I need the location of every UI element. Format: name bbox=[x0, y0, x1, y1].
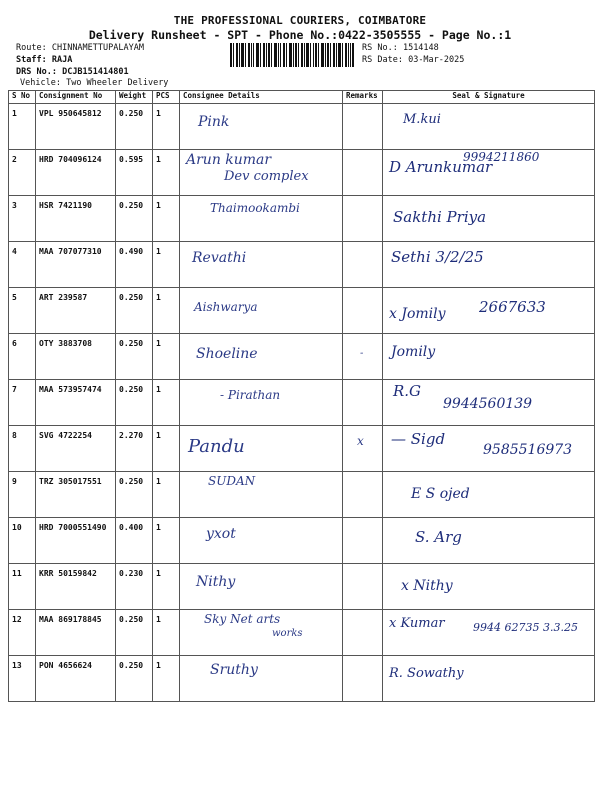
remarks-cell bbox=[343, 242, 383, 288]
signature-handwriting: Jomily bbox=[391, 344, 436, 360]
consignee-handwriting: Sky Net arts bbox=[204, 612, 281, 626]
col-signature: Seal & Signature bbox=[383, 91, 595, 104]
vehicle-line bbox=[20, 78, 168, 88]
pcs-cell: 1 bbox=[153, 564, 180, 610]
consignment-cell: MAA 707077310 bbox=[36, 242, 116, 288]
signature-cell bbox=[383, 334, 595, 380]
consignee-cell bbox=[180, 610, 343, 656]
signature-note: 9944560139 bbox=[443, 396, 533, 412]
company-title: THE PROFESSIONAL COURIERS, COIMBATORE bbox=[173, 14, 427, 27]
remarks-text: - bbox=[360, 348, 364, 359]
remarks-cell bbox=[343, 288, 383, 334]
weight-cell: 0.490 bbox=[116, 242, 153, 288]
signature-note: 9585516973 bbox=[483, 442, 573, 458]
rs-date-label: RS Date: bbox=[362, 55, 403, 65]
consignment-cell: HRD 704096124 bbox=[36, 150, 116, 196]
sno-cell: 1 bbox=[9, 104, 36, 150]
runsheet-table bbox=[8, 90, 595, 702]
sno-cell: 5 bbox=[9, 288, 36, 334]
signature-cell bbox=[383, 472, 595, 518]
consignee-cell bbox=[180, 288, 343, 334]
col-remarks: Remarks bbox=[343, 91, 383, 104]
sno-cell: 6 bbox=[9, 334, 36, 380]
table-row bbox=[9, 564, 595, 610]
remarks-cell bbox=[343, 380, 383, 426]
pcs-cell: 1 bbox=[153, 472, 180, 518]
rs-date-line bbox=[362, 55, 464, 65]
consignment-cell: HRD 7000551490 bbox=[36, 518, 116, 564]
drs-value: DCJB151414801 bbox=[62, 67, 129, 77]
signature-cell bbox=[383, 380, 595, 426]
remarks-cell bbox=[343, 564, 383, 610]
staff-label: Staff: bbox=[16, 55, 47, 65]
table-row bbox=[9, 196, 595, 242]
signature-handwriting: Sakthi Priya bbox=[393, 208, 487, 226]
signature-cell bbox=[383, 564, 595, 610]
weight-cell: 0.250 bbox=[116, 472, 153, 518]
consignment-cell: TRZ 305017551 bbox=[36, 472, 116, 518]
consignee-handwriting: yxot bbox=[206, 526, 236, 542]
sno-cell: 9 bbox=[9, 472, 36, 518]
sno-cell: 10 bbox=[9, 518, 36, 564]
consignee-cell bbox=[180, 472, 343, 518]
weight-cell: 0.400 bbox=[116, 518, 153, 564]
signature-cell bbox=[383, 518, 595, 564]
barcode bbox=[230, 43, 354, 67]
pcs-cell: 1 bbox=[153, 196, 180, 242]
weight-cell: 0.250 bbox=[116, 380, 153, 426]
consignee-cell bbox=[180, 150, 343, 196]
signature-cell bbox=[383, 610, 595, 656]
signature-note: 2667633 bbox=[479, 298, 546, 316]
weight-cell: 0.250 bbox=[116, 104, 153, 150]
pcs-cell: 1 bbox=[153, 104, 180, 150]
weight-cell: 0.250 bbox=[116, 196, 153, 242]
table-row bbox=[9, 242, 595, 288]
table-header-row bbox=[9, 91, 595, 104]
signature-handwriting: S. Arg bbox=[415, 528, 462, 546]
pcs-cell: 1 bbox=[153, 334, 180, 380]
remarks-cell bbox=[343, 656, 383, 702]
table-row bbox=[9, 380, 595, 426]
signature-note: 9944 62735 3.3.25 bbox=[473, 621, 578, 634]
sno-cell: 8 bbox=[9, 426, 36, 472]
sno-cell: 11 bbox=[9, 564, 36, 610]
consignment-cell: VPL 950645812 bbox=[36, 104, 116, 150]
pcs-cell: 1 bbox=[153, 242, 180, 288]
sno-cell: 4 bbox=[9, 242, 36, 288]
remarks-cell bbox=[343, 518, 383, 564]
consignee-handwriting: Shoeline bbox=[196, 346, 258, 362]
table-row bbox=[9, 104, 595, 150]
consignee-cell bbox=[180, 656, 343, 702]
pcs-cell: 1 bbox=[153, 610, 180, 656]
remarks-cell bbox=[343, 104, 383, 150]
sno-cell: 13 bbox=[9, 656, 36, 702]
staff-line bbox=[16, 55, 72, 65]
signature-cell bbox=[383, 288, 595, 334]
runsheet-subtitle: Delivery Runsheet - SPT - Phone No.:0422-3505555 - Page No.:1 bbox=[88, 28, 512, 42]
signature-handwriting: x Jomily bbox=[389, 306, 446, 322]
col-weight: Weight bbox=[116, 91, 153, 104]
consignment-cell: MAA 869178845 bbox=[36, 610, 116, 656]
rs-no-line bbox=[362, 43, 439, 53]
signature-handwriting: — Sigd bbox=[391, 430, 446, 448]
signature-handwriting: x Kumar bbox=[389, 616, 445, 631]
pcs-cell: 1 bbox=[153, 288, 180, 334]
consignee-handwriting: Pandu bbox=[188, 436, 245, 457]
signature-cell bbox=[383, 426, 595, 472]
pcs-cell: 1 bbox=[153, 426, 180, 472]
sno-cell: 12 bbox=[9, 610, 36, 656]
consignee-handwriting: Aishwarya bbox=[194, 300, 258, 314]
pcs-cell: 1 bbox=[153, 518, 180, 564]
drs-line bbox=[16, 67, 129, 77]
consignee-handwriting-line2: Dev complex bbox=[224, 169, 309, 184]
consignment-cell: OTY 3883708 bbox=[36, 334, 116, 380]
vehicle-label: Vehicle: bbox=[20, 78, 61, 88]
signature-handwriting: x Nithy bbox=[401, 578, 453, 594]
signature-cell bbox=[383, 104, 595, 150]
consignment-cell: HSR 7421190 bbox=[36, 196, 116, 242]
staff-value: RAJA bbox=[51, 55, 73, 65]
table-row bbox=[9, 472, 595, 518]
route-value: CHINNAMETTUPALAYAM bbox=[51, 43, 144, 53]
weight-cell: 0.250 bbox=[116, 610, 153, 656]
signature-note: 9994211860 bbox=[463, 150, 540, 164]
weight-cell: 0.250 bbox=[116, 656, 153, 702]
rs-no-value: 1514148 bbox=[402, 43, 439, 53]
consignee-handwriting: Revathi bbox=[192, 250, 247, 266]
remarks-cell bbox=[343, 334, 383, 380]
signature-handwriting: E S ojed bbox=[411, 486, 470, 502]
consignee-cell bbox=[180, 426, 343, 472]
signature-handwriting: R. Sowathy bbox=[389, 666, 464, 681]
sno-cell: 7 bbox=[9, 380, 36, 426]
remarks-text: x bbox=[357, 434, 364, 448]
weight-cell: 0.595 bbox=[116, 150, 153, 196]
vehicle-value: Two Wheeler Delivery bbox=[66, 78, 169, 88]
consignee-cell bbox=[180, 196, 343, 242]
remarks-cell bbox=[343, 150, 383, 196]
pcs-cell: 1 bbox=[153, 150, 180, 196]
consignment-cell: SVG 4722254 bbox=[36, 426, 116, 472]
remarks-cell bbox=[343, 472, 383, 518]
consignee-handwriting-line2: works bbox=[272, 628, 303, 639]
signature-cell bbox=[383, 242, 595, 288]
consignee-cell bbox=[180, 104, 343, 150]
consignee-handwriting: Sruthy bbox=[210, 662, 258, 678]
col-consignment: Consignment No bbox=[36, 91, 116, 104]
route-line bbox=[16, 43, 144, 53]
route-label: Route: bbox=[16, 43, 47, 53]
signature-cell bbox=[383, 150, 595, 196]
consignee-handwriting: - Pirathan bbox=[220, 388, 281, 402]
signature-handwriting: D Arunkumar bbox=[389, 158, 493, 176]
consignment-cell: MAA 573957474 bbox=[36, 380, 116, 426]
col-sno: S No bbox=[9, 91, 36, 104]
consignee-handwriting: SUDAN bbox=[208, 474, 256, 488]
consignment-cell: PON 4656624 bbox=[36, 656, 116, 702]
weight-cell: 0.250 bbox=[116, 334, 153, 380]
consignee-handwriting: Thaimookambi bbox=[210, 201, 300, 215]
col-consignee: Consignee Details bbox=[180, 91, 343, 104]
signature-handwriting: R.G bbox=[393, 382, 422, 400]
consignee-cell bbox=[180, 564, 343, 610]
weight-cell: 0.230 bbox=[116, 564, 153, 610]
signature-handwriting: Sethi 3/2/25 bbox=[391, 248, 484, 266]
consignee-handwriting: Nithy bbox=[196, 574, 236, 590]
consignee-cell bbox=[180, 242, 343, 288]
consignee-handwriting: Arun kumar bbox=[186, 152, 272, 168]
consignee-cell bbox=[180, 518, 343, 564]
rs-no-label: RS No.: bbox=[362, 43, 398, 53]
table-row bbox=[9, 150, 595, 196]
remarks-cell bbox=[343, 196, 383, 242]
table-row bbox=[9, 334, 595, 380]
weight-cell: 0.250 bbox=[116, 288, 153, 334]
rs-date-value: 03-Mar-2025 bbox=[408, 55, 465, 65]
table-row bbox=[9, 426, 595, 472]
drs-label: DRS No.: bbox=[16, 67, 57, 77]
table-row bbox=[9, 518, 595, 564]
sno-cell: 2 bbox=[9, 150, 36, 196]
remarks-cell bbox=[343, 426, 383, 472]
pcs-cell: 1 bbox=[153, 380, 180, 426]
consignee-handwriting: Pink bbox=[198, 114, 230, 130]
table-row bbox=[9, 288, 595, 334]
pcs-cell: 1 bbox=[153, 656, 180, 702]
weight-cell: 2.270 bbox=[116, 426, 153, 472]
sno-cell: 3 bbox=[9, 196, 36, 242]
signature-cell bbox=[383, 656, 595, 702]
consignee-cell bbox=[180, 334, 343, 380]
consignment-cell: KRR 50159842 bbox=[36, 564, 116, 610]
consignee-cell bbox=[180, 380, 343, 426]
col-pcs: PCS bbox=[153, 91, 180, 104]
signature-handwriting: M.kui bbox=[403, 112, 441, 127]
consignment-cell: ART 239587 bbox=[36, 288, 116, 334]
table-row bbox=[9, 656, 595, 702]
remarks-cell bbox=[343, 610, 383, 656]
signature-cell bbox=[383, 196, 595, 242]
table-row bbox=[9, 610, 595, 656]
